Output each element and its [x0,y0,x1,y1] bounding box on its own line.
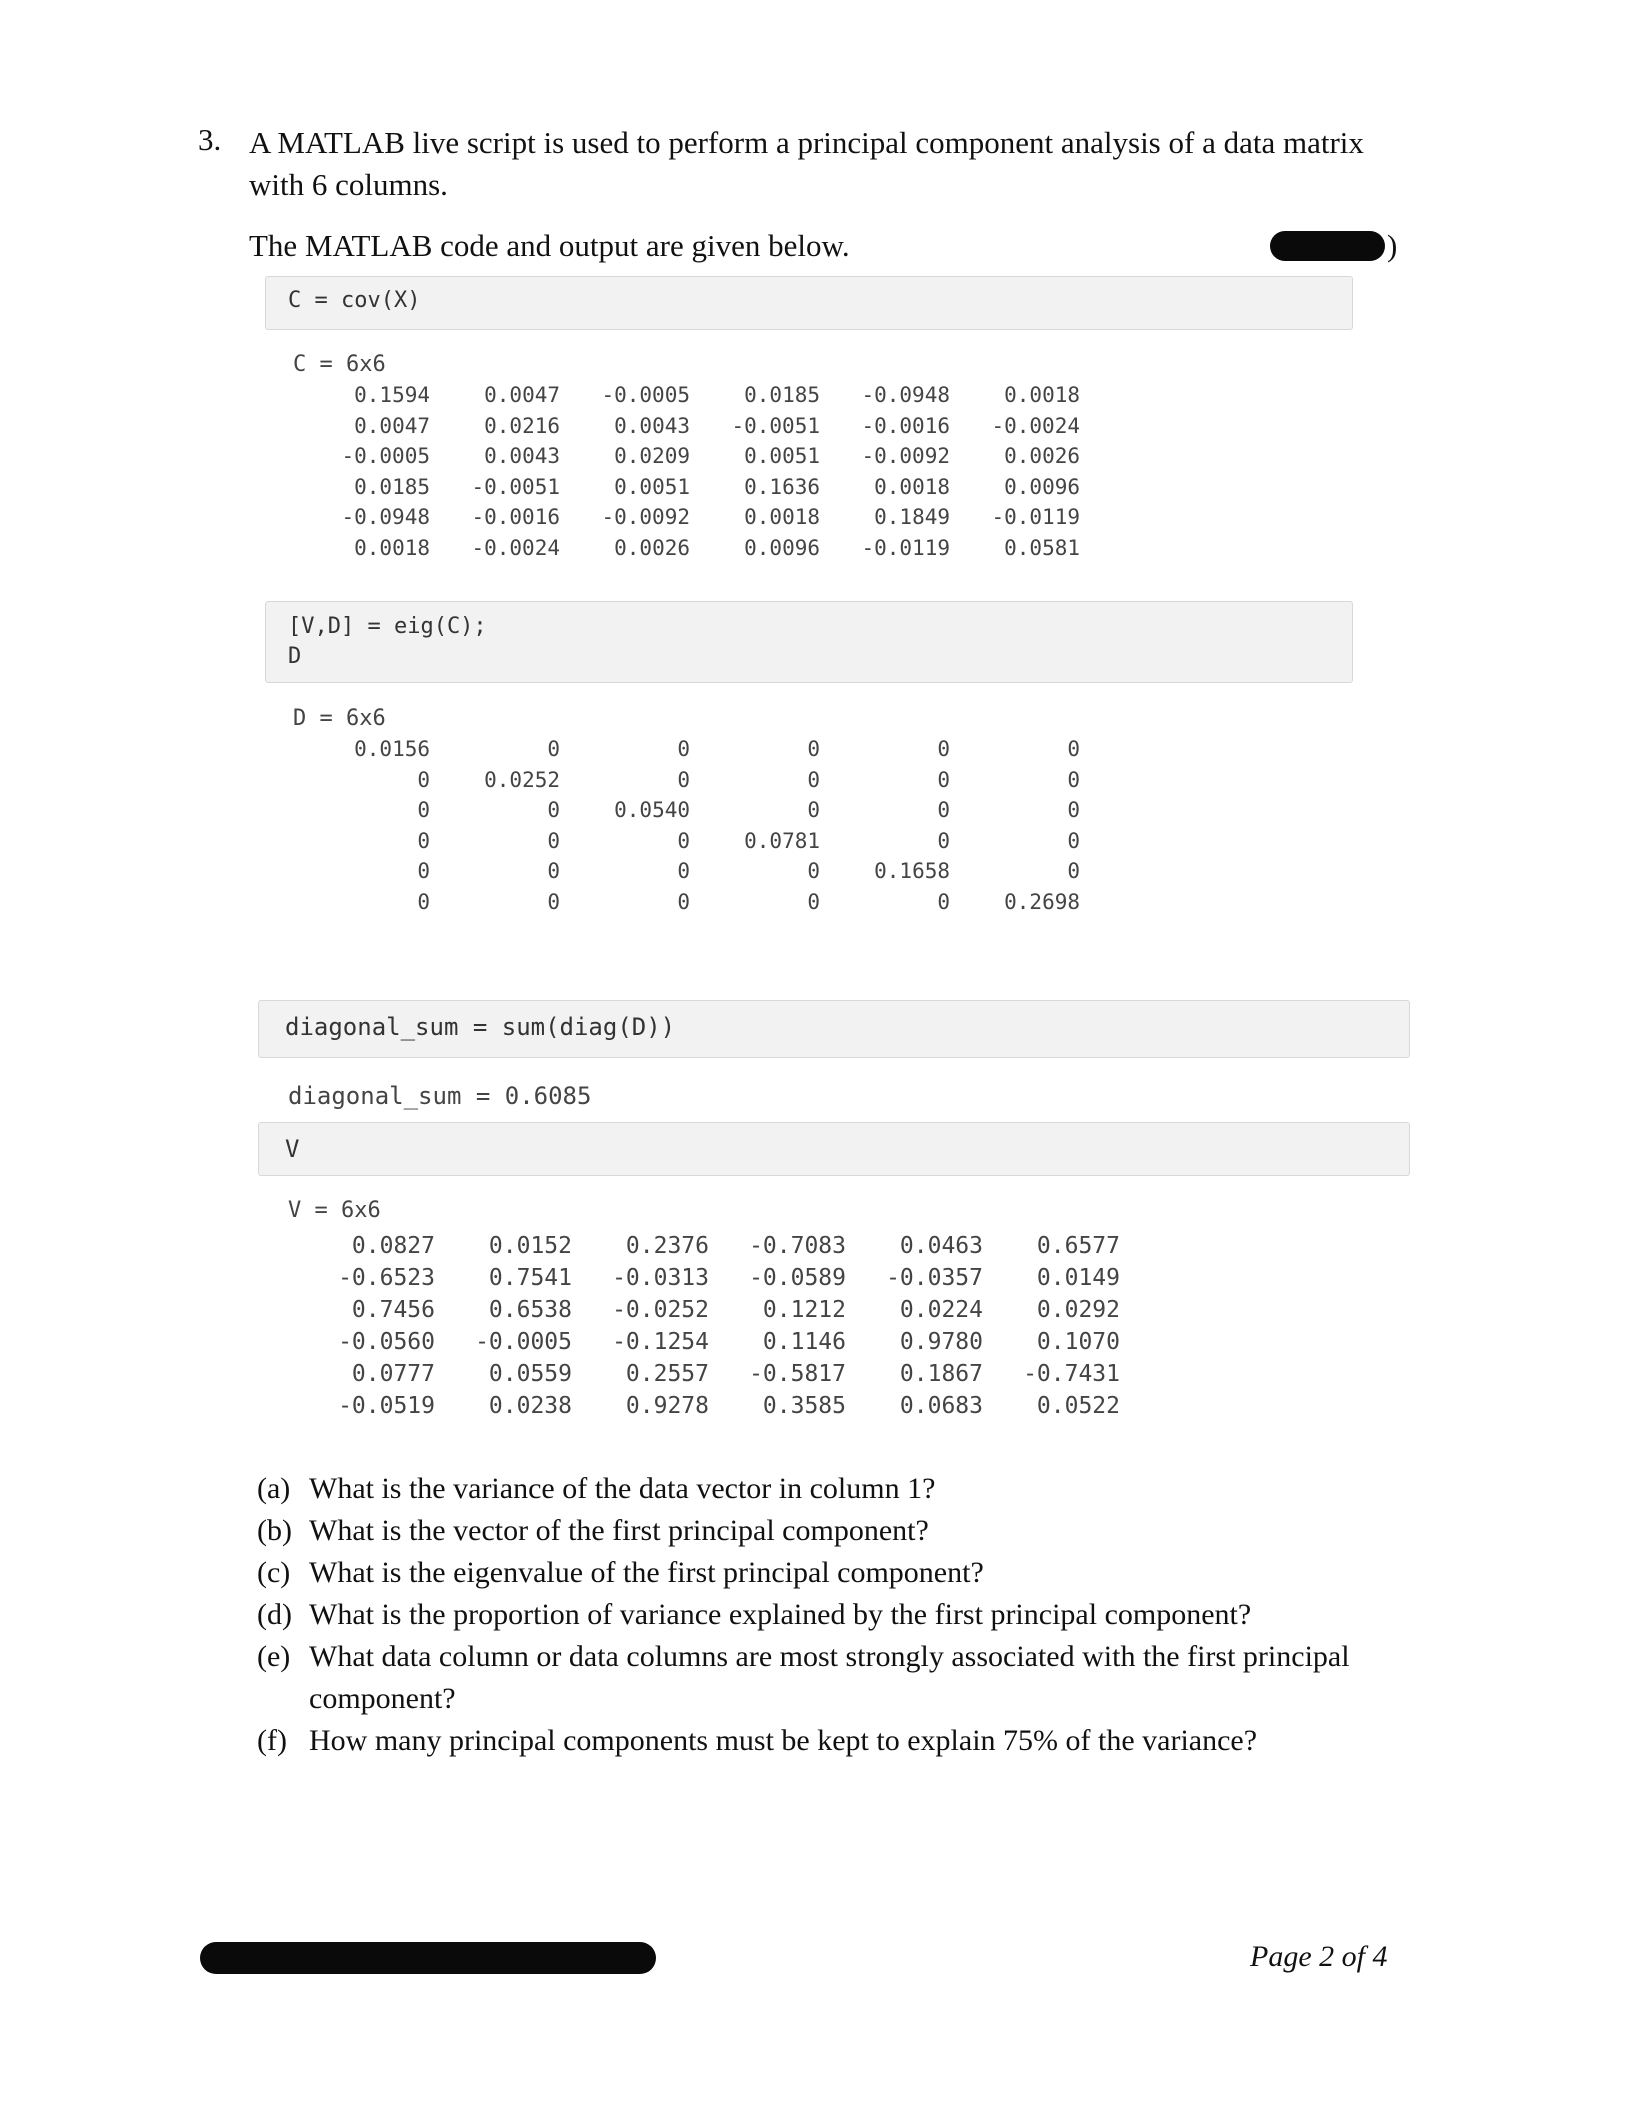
matrix-cell: 0.6577 [1036,1233,1120,1259]
matrix-cell: 0.0156 [354,737,430,761]
matrix-cell: 0.1636 [744,474,820,499]
matrix-cell: 0 [417,798,430,822]
matrix-cell: 0.0026 [1004,444,1080,468]
matrix-cell: -0.0024 [991,413,1080,438]
matrix-cell: -0.0016 [471,505,560,529]
matrix-cell: 0.2557 [625,1361,709,1387]
matrix-cell: 0 [1067,737,1080,761]
subquestion-text: What is the proportion of variance explained by the first principal component? [309,1598,1252,1631]
matrix-cell: -0.0252 [612,1297,709,1323]
output-label-d: D = 6x6 [293,706,386,731]
matrix-cell: 0.0018 [744,505,820,529]
matrix-cell: 0.0683 [899,1393,983,1419]
subquestion-letter: (a) [257,1472,291,1505]
matrix-cell: 0.0047 [484,383,560,407]
matrix-cell: 0.0216 [484,413,560,438]
matrix-row [298,1294,1120,1326]
matrix-cell: -0.0051 [731,413,820,438]
matrix-v [298,1230,1120,1422]
matrix-row [298,1326,1120,1358]
matrix-row [300,411,1080,442]
matrix-cell: -0.0119 [991,505,1080,529]
subquestion-letter: (b) [257,1514,292,1547]
subquestion-letter: (e) [257,1640,291,1673]
subquestion-text: What is the variance of the data vector in column 1? [309,1472,936,1505]
subquestion-letter: (d) [257,1598,292,1631]
matrix-cell: 0.2376 [625,1233,709,1259]
matrix-row [300,765,1080,796]
matrix-cell: 0.9278 [625,1393,709,1419]
code-v: V [285,1135,300,1163]
matrix-cell: 0.0026 [614,535,690,560]
subquestion-item [257,1468,1417,1510]
matrix-cell: 0 [417,889,430,914]
matrix-cell: -0.0357 [886,1265,983,1291]
matrix-cell: 0.0018 [354,535,430,560]
page-number: Page 2 of 4 [1250,1940,1388,1973]
matrix-cell: -0.0560 [338,1329,435,1355]
matrix-cell: 0.7541 [488,1265,572,1291]
matrix-cell: 0.0185 [744,383,820,407]
matrix-cell: 0 [807,737,820,761]
matrix-row [300,856,1080,887]
matrix-cell: 0.7456 [351,1297,435,1323]
matrix-cell: 0 [1067,859,1080,883]
subquestion-item [257,1636,1417,1720]
code-cov: C = cov(X) [288,288,421,313]
matrix-cell: 0 [937,767,950,792]
matrix-cell: 0 [547,737,560,761]
subquestion-letter: (f) [257,1724,287,1757]
matrix-cell: 0 [807,798,820,822]
code-cell-eig [265,601,1353,683]
matrix-cell: 0 [417,767,430,792]
matrix-cell: 0.0292 [1036,1297,1120,1323]
subquestion-text: What is the vector of the first principal component? [309,1514,929,1547]
matrix-cell: 0.0522 [1036,1393,1120,1419]
matrix-row [300,441,1080,472]
matrix-cell: 0.0018 [1004,383,1080,407]
subquestion-item [257,1510,1417,1552]
matrix-c [300,380,1080,563]
matrix-cell: 0 [677,889,690,914]
code-eig-line2: D [288,644,302,669]
matrix-cell: 0 [937,889,950,914]
matrix-cell: -0.0092 [861,444,950,468]
matrix-cell: -0.0005 [341,444,430,468]
matrix-cell: 0.0209 [614,444,690,468]
question-number: 3. [198,122,222,157]
matrix-cell: -0.0005 [601,383,690,407]
matrix-d [300,734,1080,917]
marks-close-paren: ) [1387,228,1398,263]
matrix-cell: 0.1849 [874,505,950,529]
matrix-cell: 0 [937,828,950,853]
matrix-cell: 0 [547,889,560,914]
matrix-cell: 0.0018 [874,474,950,499]
matrix-cell: 0 [547,859,560,883]
matrix-cell: 0 [677,828,690,853]
matrix-cell: 0.3585 [762,1393,846,1419]
matrix-cell: -0.7083 [749,1233,846,1259]
matrix-row [300,472,1080,503]
matrix-cell: 0 [807,767,820,792]
matrix-cell: 0 [807,859,820,883]
matrix-cell: 0 [677,767,690,792]
matrix-cell: 0 [677,737,690,761]
matrix-cell: -0.1254 [612,1329,709,1355]
matrix-cell: 0.9780 [899,1329,983,1355]
matrix-cell: -0.0589 [749,1265,846,1291]
matrix-cell: 0 [1067,798,1080,822]
subquestion-list [257,1468,1417,1762]
code-cell-sum [258,1000,1410,1058]
matrix-row [300,795,1080,826]
matrix-cell: 0 [807,889,820,914]
marks-redacted [1270,228,1397,264]
matrix-cell: 0.1146 [762,1329,846,1355]
matrix-cell: 0 [417,859,430,883]
matrix-cell: 0.0559 [488,1361,572,1387]
matrix-row [300,887,1080,918]
matrix-cell: 0.1594 [354,383,430,407]
matrix-cell: 0 [547,828,560,853]
matrix-cell: 0.1658 [874,859,950,883]
subquestion-text: How many principal components must be kept to explain 75% of the variance? [309,1724,1258,1757]
question-intro: A MATLAB live script is used to perform a principal component analysis of a data matrix with 6 columns. [249,125,1364,202]
matrix-cell: 0.0238 [488,1393,572,1419]
matrix-cell: -0.0948 [341,505,430,529]
matrix-cell: 0.0051 [744,444,820,468]
matrix-cell: 0 [1067,767,1080,792]
matrix-cell: 0.0827 [351,1233,435,1259]
matrix-cell: 0.2698 [1004,889,1080,914]
matrix-cell: 0.0252 [484,767,560,792]
code-sum: diagonal_sum = sum(diag(D)) [285,1013,676,1041]
matrix-row [300,826,1080,857]
subquestion-item [257,1594,1417,1636]
matrix-cell: -0.0005 [475,1329,572,1355]
matrix-cell: 0.0051 [614,474,690,499]
matrix-cell: 0 [547,798,560,822]
subquestion-text: What is the eigenvalue of the first principal component? [309,1556,984,1589]
matrix-cell: 0 [1067,828,1080,853]
matrix-cell: 0.1212 [762,1297,846,1323]
matrix-cell: 0 [937,798,950,822]
matrix-cell: 0.0185 [354,474,430,499]
matrix-cell: 0.0043 [614,413,690,438]
matrix-cell: -0.0092 [601,505,690,529]
matrix-cell: -0.0119 [861,535,950,560]
matrix-cell: -0.0016 [861,413,950,438]
matrix-cell: 0.0581 [1004,535,1080,560]
matrix-row [300,734,1080,765]
matrix-row [300,502,1080,533]
subquestion-item [257,1720,1417,1762]
matrix-row [298,1262,1120,1294]
matrix-cell: 0.1867 [899,1361,983,1387]
matrix-row [298,1230,1120,1262]
footer-redaction-bar [200,1942,656,1974]
matrix-cell: -0.7431 [1023,1361,1120,1387]
matrix-row [298,1358,1120,1390]
matrix-cell: 0 [417,828,430,853]
subquestion-text: What data column or data columns are most strongly associated with the first principal component? [309,1640,1350,1715]
given-text: The MATLAB code and output are given below. [249,228,850,263]
matrix-cell: 0 [677,859,690,883]
subquestion-item [257,1552,1417,1594]
output-label-c: C = 6x6 [293,352,386,377]
matrix-cell: -0.0948 [861,383,950,407]
matrix-cell: -0.0051 [471,474,560,499]
matrix-cell: 0.0149 [1036,1265,1120,1291]
matrix-cell: -0.0024 [471,535,560,560]
output-label-v: V = 6x6 [288,1198,381,1223]
matrix-cell: 0.0781 [744,828,820,853]
matrix-cell: 0.0540 [614,798,690,822]
code-eig-line1: [V,D] = eig(C); [288,614,487,639]
matrix-cell: 0.0463 [899,1233,983,1259]
matrix-row [300,380,1080,411]
subquestion-letter: (c) [257,1556,291,1589]
matrix-cell: -0.6523 [338,1265,435,1291]
code-cell-v [258,1122,1410,1176]
matrix-cell: 0.6538 [488,1297,572,1323]
matrix-cell: 0.1070 [1036,1329,1120,1355]
matrix-cell: 0.0043 [484,444,560,468]
matrix-cell: -0.5817 [749,1361,846,1387]
output-diagonal-sum: diagonal_sum = 0.6085 [288,1082,592,1110]
matrix-cell: -0.0313 [612,1265,709,1291]
matrix-cell: 0.0224 [899,1297,983,1323]
matrix-cell: 0.0047 [354,413,430,438]
matrix-cell: 0.0096 [1004,474,1080,499]
matrix-row [298,1390,1120,1422]
matrix-cell: 0 [937,737,950,761]
redaction-bar [1270,231,1385,261]
matrix-cell: 0.0152 [488,1233,572,1259]
matrix-row [300,533,1080,564]
code-cell-cov [265,276,1353,330]
matrix-cell: 0.0777 [351,1361,435,1387]
matrix-cell: -0.0519 [338,1393,435,1419]
matrix-cell: 0.0096 [744,535,820,560]
